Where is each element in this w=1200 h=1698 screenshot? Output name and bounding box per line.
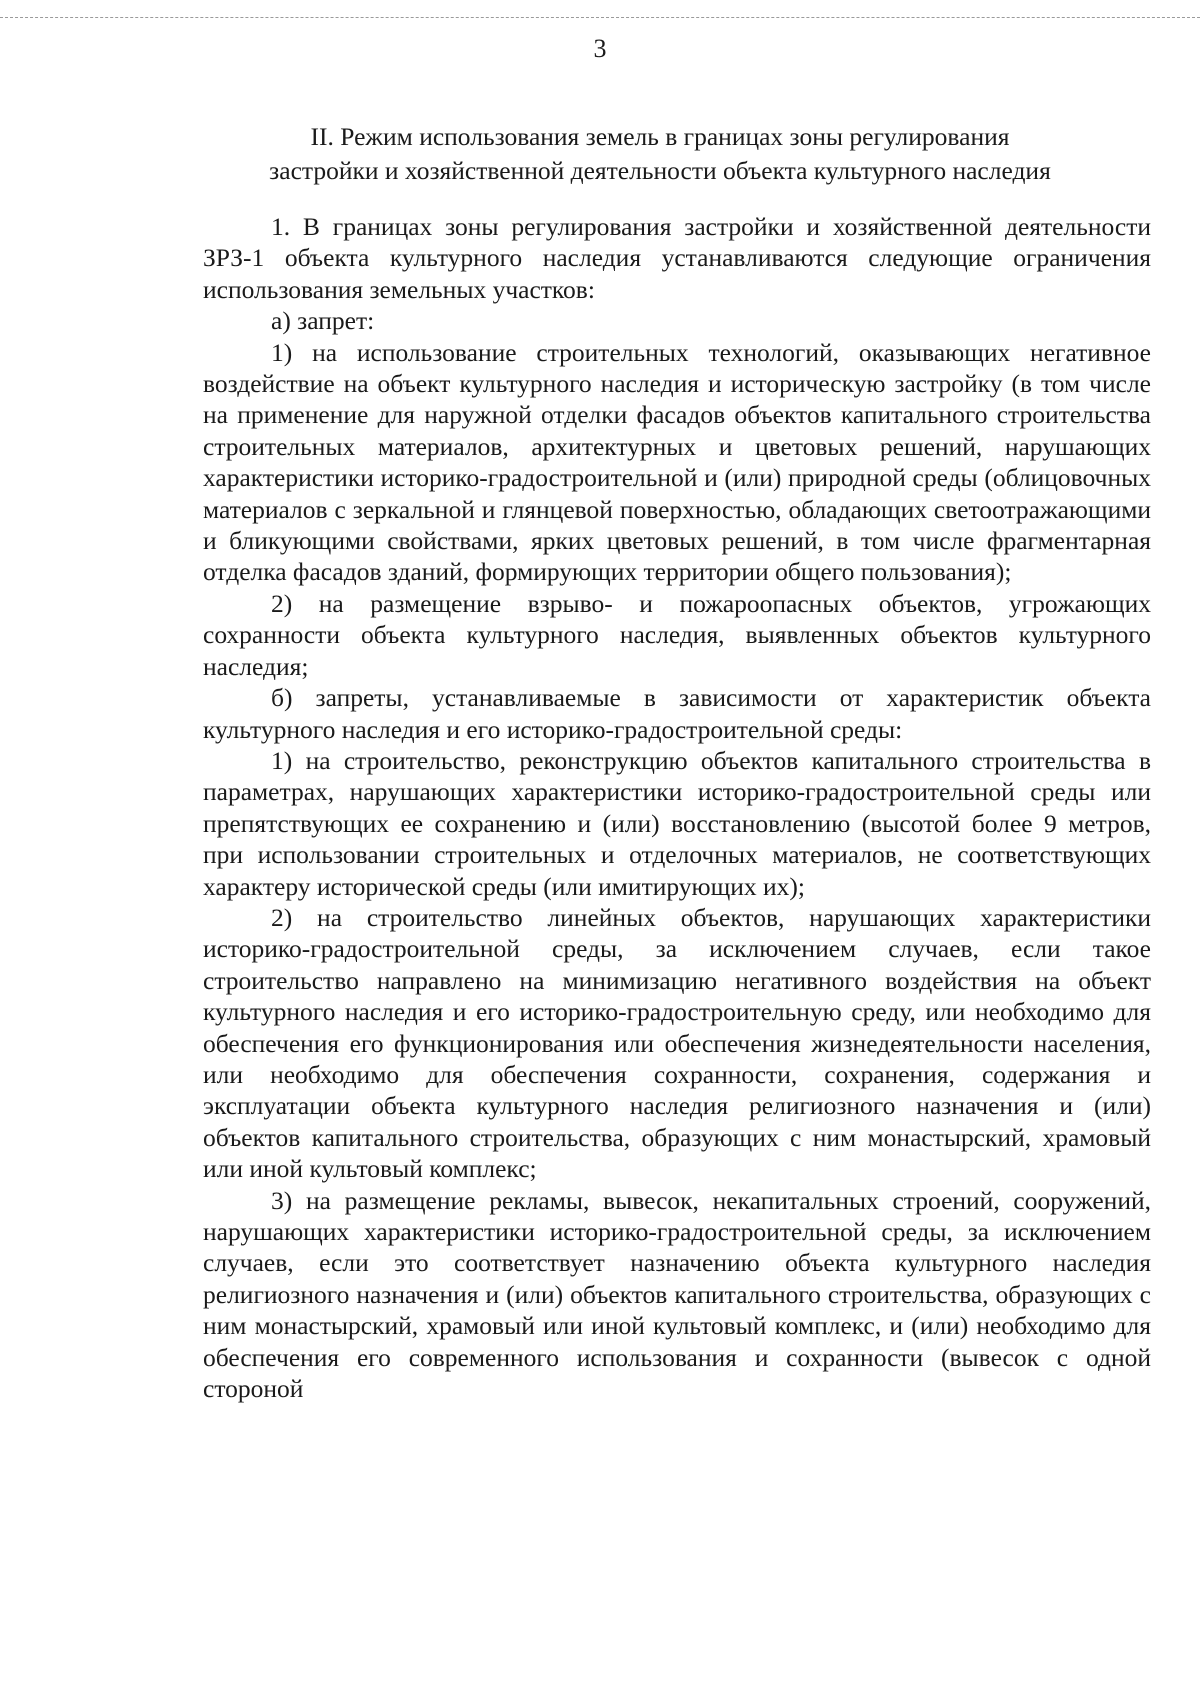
paragraph-a-item-1: 1) на использование строительных технологий, оказывающих негативное воздействие на объект культурного наследия и историческую застройку (в том числе на применение для наружной отделки фасадов объектов капитального строительства строительных материалов, архитектурных и цветовых решений, нарушающих характеристики историко-градостроительной и (или) природной среды (облицовочных материалов с зеркальной и глянцевой поверхностью, обладающих светоотражающими и бликующими свойствами, ярких цветовых решений, в том числе фрагментарная отделка фасадов зданий, формирующих территории общего пользования); (203, 337, 1151, 587)
paragraph-b-item-2: 2) на строительство линейных объектов, нарушающих характеристики историко-градостроительной среды, за исключением случаев, если такое строительство направлено на минимизацию негативного воздействия на объект культурного наследия и его историко-градостроительную среду, или необходимо для обеспечения его функционирования или обеспечения жизнедеятельности населения, или необходимо для обеспечения сохранности, сохранения, содержания и эксплуатации объекта культурного наследия религиозного назначения и (или) объектов капитального строительства, образующих с ним монастырский, храмовый или иной культовый комплекс; (203, 902, 1151, 1184)
section-title-line-1: II. Режим использования земель в границах зоны регулирования (310, 122, 1010, 151)
scan-edge-line (0, 17, 1200, 18)
section-title (200, 120, 1120, 188)
paragraph-clause-1: 1. В границах зоны регулирования застройки и хозяйственной деятельности ЗРЗ-1 объекта культурного наследия устанавливаются следующие ограничения использования земельных участков: (203, 212, 1151, 304)
page-number: 3 (593, 34, 607, 63)
section-title-line-2: застройки и хозяйственной деятельности объекта культурного наследия (269, 156, 1051, 185)
paragraph-a-item-2: 2) на размещение взрыво- и пожароопасных объектов, угрожающих сохранности объекта культурного наследия, выявленных объектов культурного наследия; (203, 588, 1151, 681)
paragraph-b-item-1: 1) на строительство, реконструкцию объектов капитального строительства в параметрах, нарушающих характеристики историко-градостроительной среды или препятствующих ее сохранению и (или) восстановлению (высотой более 9 метров, при использовании строительных и отделочных материалов, не соответствующих характеру исторической среды (или имитирующих их); (203, 745, 1151, 901)
document-body (203, 211, 1151, 1404)
paragraph-b-item-3: 3) на размещение рекламы, вывесок, некапитальных строений, сооружений, нарушающих характеристики историко-градостроительной среды, за исключением случаев, если это соответствует назначению объекта культурного наследия религиозного назначения и (или) объектов капитального строительства, образующих с ним монастырский, храмовый или иной культовый комплекс, и (или) необходимо для обеспечения его современного использования и сохранности (вывесок с одной стороной (203, 1185, 1151, 1404)
paragraph-subclause-b: б) запреты, устанавливаемые в зависимости от характеристик объекта культурного наследия и его историко-градостроительной среды: (203, 683, 1151, 744)
paragraph-subclause-a: а) запрет: (271, 306, 375, 336)
